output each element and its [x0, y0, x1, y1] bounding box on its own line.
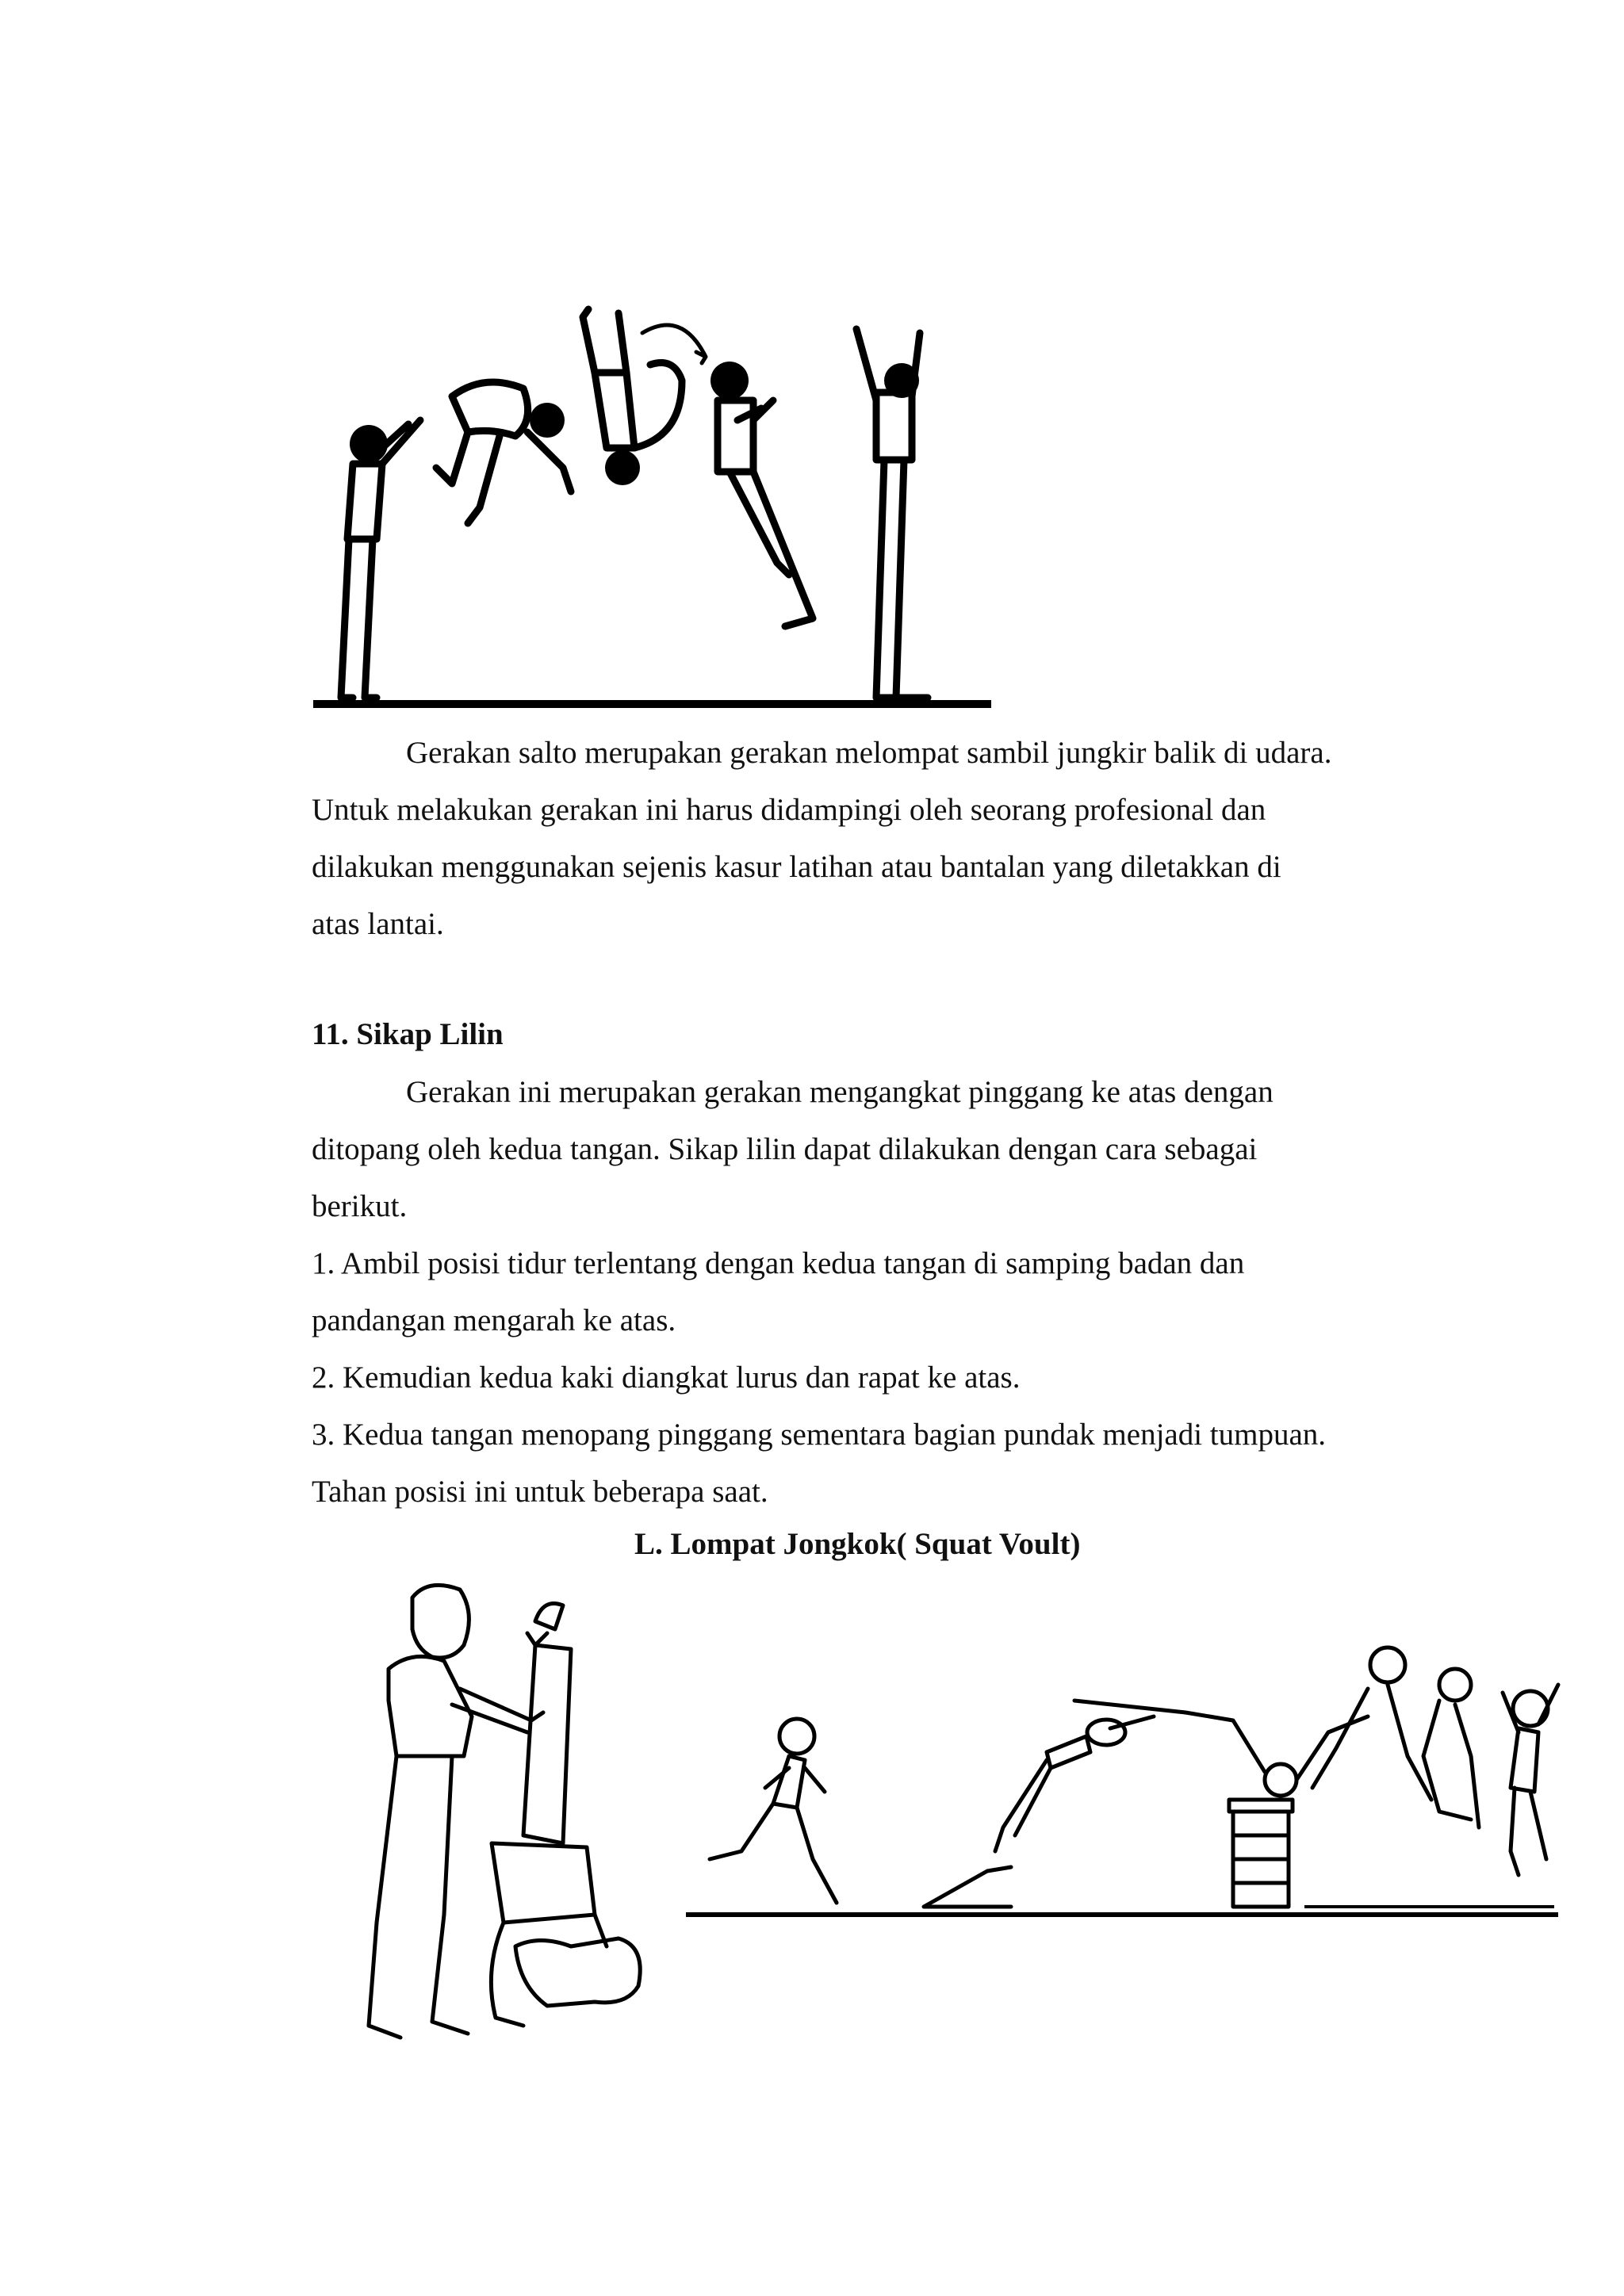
lilin-step-3: 3. Kedua tangan menopang pinggang sementara bagian pundak menjadi tumpuan.	[312, 1418, 1327, 1452]
sikap-lilin-illustration	[333, 1574, 666, 2065]
flight-figure	[1074, 1701, 1368, 1796]
gymnast-figure-3	[583, 309, 706, 485]
salto-line-3: dilakukan menggunakan sejenis kasur latihan atau bantalan yang diletakkan di	[312, 850, 1281, 884]
salto-paragraph	[312, 725, 1406, 953]
lilin-step-1: 1. Ambil posisi tidur terlentang dengan kedua tangan di samping badan dan	[312, 1246, 1245, 1280]
spotter-figure	[369, 1585, 543, 2038]
vaulting-box	[1229, 1800, 1293, 1907]
gymnast-figure-1	[341, 420, 420, 698]
gymnast-figure-5	[856, 329, 928, 698]
lilin-step-1-cont: pandangan mengarah ke atas.	[312, 1303, 676, 1337]
springboard	[924, 1867, 1011, 1907]
gymnast-figure-2	[436, 382, 571, 523]
lilin-step-3-cont: Tahan posisi ini untuk beberapa saat.	[312, 1475, 768, 1509]
squat-vault-illustration	[678, 1598, 1566, 1931]
salto-illustration	[309, 301, 1007, 714]
runner-figure	[710, 1719, 837, 1903]
takeoff-figure	[995, 1716, 1154, 1851]
performer-inverted-figure	[491, 1604, 640, 2026]
lompat-jongkok-heading: L. Lompat Jongkok( Squat Voult)	[634, 1527, 1081, 1561]
landing-figures	[1312, 1647, 1479, 1827]
lilin-intro-2: ditopang oleh kedua tangan. Sikap lilin dapat dilakukan dengan cara sebagai	[312, 1132, 1258, 1166]
salto-line-4: atas lantai.	[312, 907, 444, 941]
salto-line-1: Gerakan salto merupakan gerakan melompat sambil jungkir balik di udara.	[406, 736, 1332, 770]
lilin-step-2: 2. Kemudian kedua kaki diangkat lurus dan rapat ke atas.	[312, 1360, 1021, 1395]
lilin-intro-3: berikut.	[312, 1189, 408, 1223]
final-landing-figure	[1503, 1685, 1558, 1875]
sikap-lilin-paragraph	[312, 1064, 1406, 1521]
gymnast-figure-4	[710, 362, 813, 626]
sikap-lilin-heading: 11. Sikap Lilin	[312, 1017, 504, 1051]
salto-line-2: Untuk melakukan gerakan ini harus didampingi oleh seorang profesional dan	[312, 793, 1266, 827]
lilin-intro-1: Gerakan ini merupakan gerakan mengangkat pinggang ke atas dengan	[406, 1075, 1274, 1109]
